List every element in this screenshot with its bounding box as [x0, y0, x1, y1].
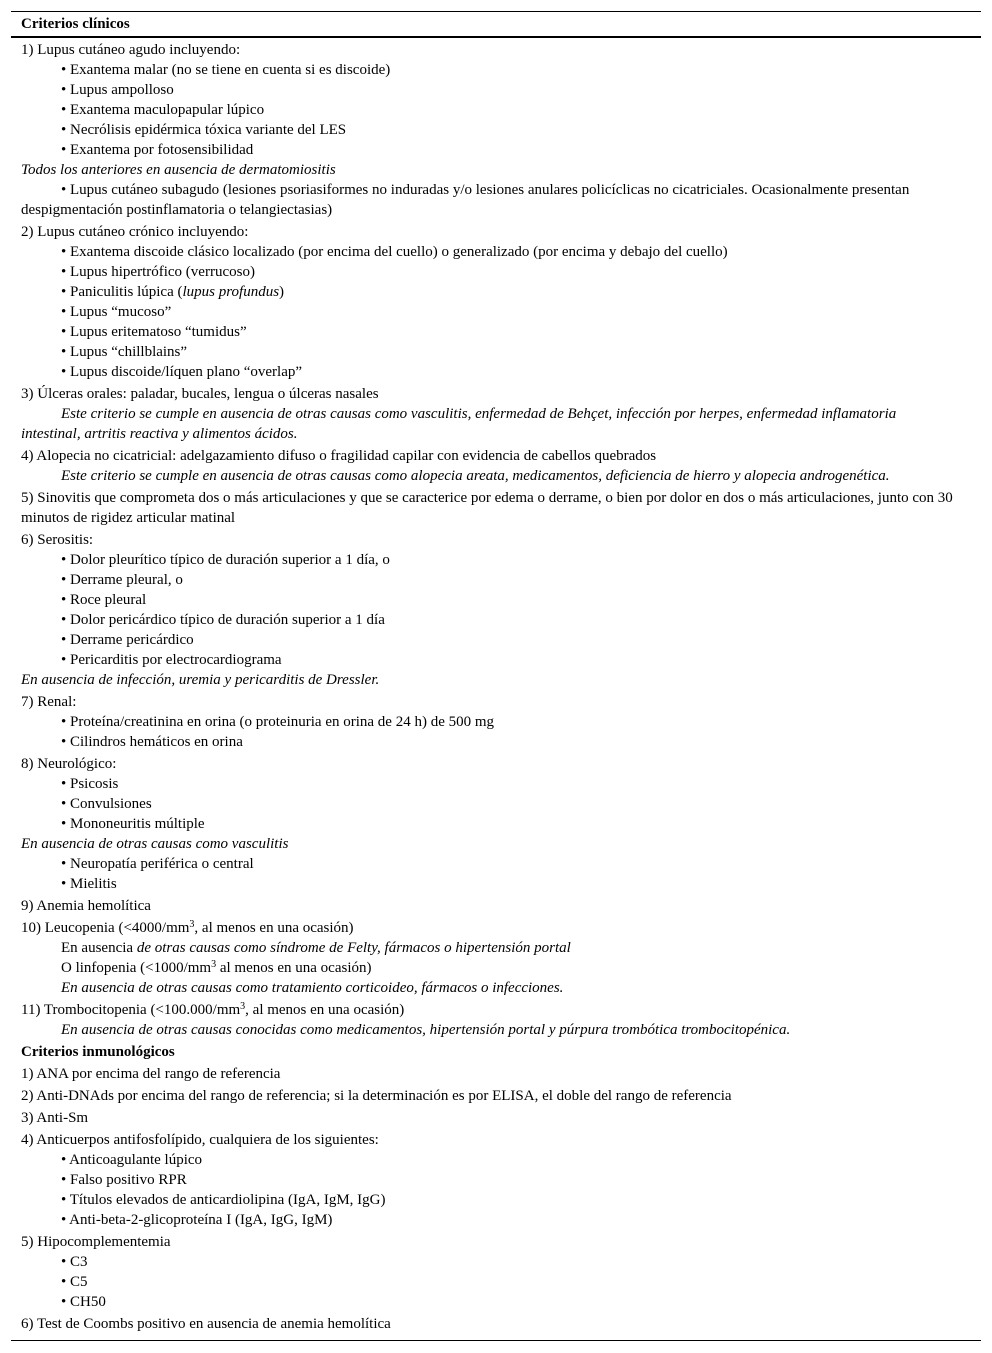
criterion-5-title: 5) Sinovitis que comprometa dos o más articulaciones y que se caracterice por edema o derrame, o bien por dolor en dos o más articulaciones, junto con 30 minutos de rigidez articular matinal	[21, 490, 953, 526]
list-item-text: • Paniculitis lúpica (	[61, 284, 183, 300]
list-item: • C3	[61, 1254, 88, 1270]
criterion-note: En ausencia de otras causas como tratamiento corticoideo, fármacos o infecciones.	[61, 980, 564, 996]
immuno-3: 3) Anti-Sm	[21, 1110, 89, 1126]
immuno-4-title: 4) Anticuerpos antifosfolípido, cualquiera de los siguientes:	[21, 1132, 379, 1148]
list-item: • Proteína/creatinina en orina (o proteinuria en orina de 24 h) de 500 mg	[61, 714, 495, 730]
immuno-5-title: 5) Hipocomplementemia	[21, 1234, 171, 1250]
list-item: • Lupus “chillblains”	[61, 344, 188, 360]
list-item: • Pericarditis por electrocardiograma	[61, 652, 282, 668]
note-text: En ausencia	[61, 940, 137, 956]
list-item: • Lupus discoide/líquen plano “overlap”	[61, 364, 303, 380]
criterion-note: En ausencia de otras causas como vasculitis	[21, 836, 289, 852]
criterion-note: Este criterio se cumple en ausencia de otras causas como vasculitis, enfermedad de Behçet, infección por herpes, enfermedad inflamatoria intestinal, artritis reactiva y alimentos ácidos.	[21, 406, 897, 442]
criterion-text: 10) Leucopenia (<4000/mm	[21, 920, 190, 936]
criterion-text: , al menos en una ocasión)	[194, 920, 354, 936]
immuno-6: 6) Test de Coombs positivo en ausencia de anemia hemolítica	[21, 1316, 391, 1332]
list-item: • Falso positivo RPR	[61, 1172, 187, 1188]
criterion-9-title: 9) Anemia hemolítica	[21, 898, 151, 914]
superscript: 3	[189, 919, 195, 930]
criterion-6-title: 6) Serositis:	[21, 532, 94, 548]
criterion-note: En ausencia de otras causas conocidas como medicamentos, hipertensión portal y púrpura trombótica trombocitopénica.	[61, 1022, 791, 1038]
criterion-note	[11, 938, 981, 958]
list-item: • Psicosis	[61, 776, 119, 792]
list-item: • Anti-beta-2-glicoproteína I (IgA, IgG, IgM)	[61, 1212, 333, 1228]
list-item: • Dolor pericárdico típico de duración superior a 1 día	[61, 612, 385, 628]
list-item: • Roce pleural	[61, 592, 147, 608]
subitem-text: O linfopenia (<1000/mm	[61, 960, 212, 976]
list-item: • Mielitis	[61, 876, 117, 892]
superscript: 3	[240, 1001, 246, 1012]
list-item: • Convulsiones	[61, 796, 152, 812]
criterion-3-title: 3) Úlceras orales: paladar, bucales, lengua o úlceras nasales	[21, 386, 379, 402]
criterion-2-title: 2) Lupus cutáneo crónico incluyendo:	[21, 224, 249, 240]
list-item: • Lupus cutáneo subagudo (lesiones psoriasiformes no induradas y/o lesiones anulares policíclicas no cicatriciales. Ocasionalmente presentan despigmentación postinflamatoria o telangiectasias)	[21, 182, 910, 218]
criterion-text: 11) Trombocitopenia (<100.000/mm	[21, 1002, 241, 1018]
subitem-text: al menos en una ocasión)	[216, 960, 372, 976]
list-item: • Exantema por fotosensibilidad	[61, 142, 254, 158]
list-item: • Anticoagulante lúpico	[61, 1152, 203, 1168]
immuno-1: 1) ANA por encima del rango de referencia	[21, 1066, 281, 1082]
criterion-text: , al menos en una ocasión)	[245, 1002, 405, 1018]
criterion-4-title: 4) Alopecia no cicatricial: adelgazamiento difuso o fragilidad capilar con evidencia de cabellos quebrados	[21, 448, 657, 464]
list-item: • Derrame pericárdico	[61, 632, 194, 648]
list-item: • Cilindros hemáticos en orina	[61, 734, 243, 750]
list-item: • Derrame pleural, o	[61, 572, 183, 588]
criterion-note: Este criterio se cumple en ausencia de otras causas como alopecia areata, medicamentos, deficiencia de hierro y alopecia androgenética.	[61, 468, 890, 484]
list-item: • Lupus hipertrófico (verrucoso)	[61, 264, 255, 280]
list-item: • Exantema maculopapular lúpico	[61, 102, 265, 118]
list-item: • Lupus “mucoso”	[61, 304, 172, 320]
list-item: • Neuropatía periférica o central	[61, 856, 254, 872]
list-item: • C5	[61, 1274, 88, 1290]
criterion-note: Todos los anteriores en ausencia de dermatomiositis	[21, 162, 336, 178]
criterion-11-title	[11, 1000, 981, 1020]
criterion-note: En ausencia de infección, uremia y pericarditis de Dressler.	[21, 672, 380, 688]
list-item: • Dolor pleurítico típico de duración superior a 1 día, o	[61, 552, 390, 568]
table-header: Criterios clínicos	[11, 12, 981, 38]
immuno-section-title: Criterios inmunológicos	[21, 1044, 175, 1060]
list-item-text: )	[279, 284, 285, 300]
list-item: • Exantema discoide clásico localizado (por encima del cuello) o generalizado (por encima y debajo del cuello)	[61, 244, 728, 260]
criterion-10-title	[11, 918, 981, 938]
list-item: • Títulos elevados de anticardiolipina (IgA, IgM, IgG)	[61, 1192, 386, 1208]
superscript: 3	[211, 959, 217, 970]
criterion-7-title: 7) Renal:	[21, 694, 77, 710]
list-item: • Lupus eritematoso “tumidus”	[61, 324, 247, 340]
criteria-table	[11, 11, 981, 1341]
list-item	[11, 282, 981, 302]
immuno-2: 2) Anti-DNAds por encima del rango de referencia; si la determinación es por ELISA, el doble del rango de referencia	[21, 1088, 732, 1104]
list-item: • Exantema malar (no se tiene en cuenta si es discoide)	[61, 62, 391, 78]
list-item: • Lupus ampolloso	[61, 82, 174, 98]
list-item: • CH50	[61, 1294, 106, 1310]
list-item: • Necrólisis epidérmica tóxica variante del LES	[61, 122, 347, 138]
criterion-subitem	[11, 958, 981, 978]
criterion-1-title: 1) Lupus cutáneo agudo incluyendo:	[21, 42, 241, 58]
list-item: • Mononeuritis múltiple	[61, 816, 205, 832]
note-italic: de otras causas como síndrome de Felty, fármacos o hipertensión portal	[136, 940, 571, 956]
list-item-italic: lupus profundus	[182, 284, 280, 300]
table-body	[11, 38, 981, 1341]
criterion-8-title: 8) Neurológico:	[21, 756, 117, 772]
